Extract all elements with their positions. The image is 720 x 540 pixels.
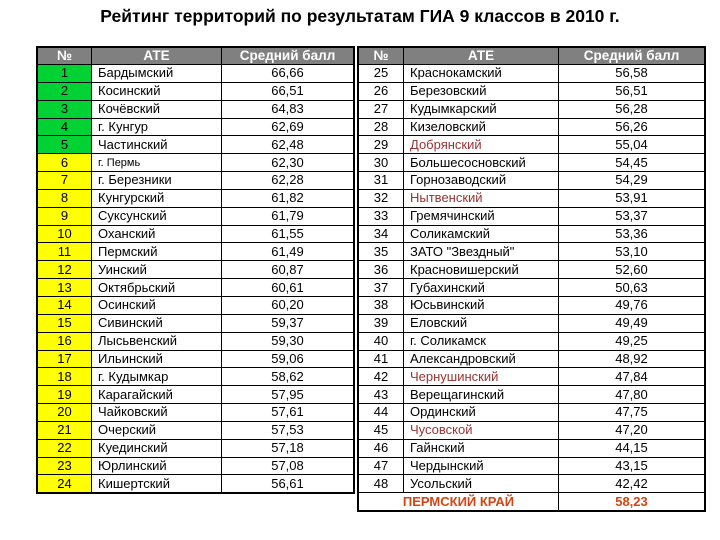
score-cell: 54,29 <box>559 172 706 190</box>
rank-cell: 21 <box>37 421 92 439</box>
ate-cell: Сивинский <box>92 314 222 332</box>
ate-cell: Добрянский <box>404 136 559 154</box>
rank-cell: 33 <box>358 207 404 225</box>
score-cell: 49,76 <box>559 296 706 314</box>
score-cell: 61,55 <box>222 225 355 243</box>
rank-cell: 46 <box>358 439 404 457</box>
rank-cell: 13 <box>37 279 92 297</box>
ranking-table-left <box>36 46 355 494</box>
table-row <box>37 118 354 136</box>
page-title: Рейтинг территорий по результатам ГИА 9 классов в 2010 г. <box>100 6 620 26</box>
score-cell: 61,82 <box>222 189 355 207</box>
ate-cell: Нытвенский <box>404 189 559 207</box>
table-row <box>37 350 354 368</box>
ate-cell: г. Соликамск <box>404 332 559 350</box>
score-cell: 59,06 <box>222 350 355 368</box>
rank-cell: 31 <box>358 172 404 190</box>
rank-cell: 14 <box>37 296 92 314</box>
ate-cell: Березовский <box>404 82 559 100</box>
ate-cell: г. Кунгур <box>92 118 222 136</box>
rank-cell: 19 <box>37 386 92 404</box>
header-row <box>358 47 705 65</box>
table-row <box>358 100 705 118</box>
table-row <box>37 154 354 172</box>
score-cell: 53,10 <box>559 243 706 261</box>
ate-cell: г. Пермь <box>92 154 222 172</box>
rank-cell: 40 <box>358 332 404 350</box>
score-cell: 47,20 <box>559 421 706 439</box>
table-row <box>37 386 354 404</box>
rank-cell: 23 <box>37 457 92 475</box>
score-cell: 49,49 <box>559 314 706 332</box>
table-row <box>37 332 354 350</box>
ate-cell: Ильинский <box>92 350 222 368</box>
rank-cell: 4 <box>37 118 92 136</box>
table-row <box>37 136 354 154</box>
table-row <box>358 457 705 475</box>
table-row <box>358 65 705 83</box>
score-cell: 57,61 <box>222 404 355 422</box>
score-cell: 66,51 <box>222 82 355 100</box>
rank-cell: 28 <box>358 118 404 136</box>
rank-cell: 48 <box>358 475 404 493</box>
rank-cell: 15 <box>37 314 92 332</box>
rank-cell: 22 <box>37 439 92 457</box>
rank-cell: 42 <box>358 368 404 386</box>
rank-cell: 8 <box>37 189 92 207</box>
score-cell: 60,87 <box>222 261 355 279</box>
score-cell: 56,26 <box>559 118 706 136</box>
column-header-ate: АТЕ <box>92 47 222 65</box>
score-cell: 61,79 <box>222 207 355 225</box>
table-row <box>358 368 705 386</box>
rank-cell: 29 <box>358 136 404 154</box>
ate-cell: Осинский <box>92 296 222 314</box>
score-cell: 42,42 <box>559 475 706 493</box>
ate-cell: Губахинский <box>404 279 559 297</box>
summary-score: 58,23 <box>559 493 706 511</box>
score-cell: 56,51 <box>559 82 706 100</box>
score-cell: 66,66 <box>222 65 355 83</box>
score-cell: 64,83 <box>222 100 355 118</box>
ate-cell: Кунгурский <box>92 189 222 207</box>
score-cell: 60,20 <box>222 296 355 314</box>
header-row <box>37 47 354 65</box>
table-row <box>358 154 705 172</box>
score-cell: 59,37 <box>222 314 355 332</box>
ate-cell: Оханский <box>92 225 222 243</box>
table-row <box>358 475 705 493</box>
ate-cell: Пермский <box>92 243 222 261</box>
score-cell: 60,61 <box>222 279 355 297</box>
ate-cell: г. Кудымкар <box>92 368 222 386</box>
score-cell: 54,45 <box>559 154 706 172</box>
rank-cell: 6 <box>37 154 92 172</box>
table-row <box>358 296 705 314</box>
rank-cell: 35 <box>358 243 404 261</box>
table-row <box>37 207 354 225</box>
table-row <box>37 225 354 243</box>
ate-cell: Чайковский <box>92 404 222 422</box>
score-cell: 56,58 <box>559 65 706 83</box>
column-header-rank: № <box>37 47 92 65</box>
ate-cell: Еловский <box>404 314 559 332</box>
table-row <box>358 314 705 332</box>
score-cell: 57,08 <box>222 457 355 475</box>
score-cell: 47,80 <box>559 386 706 404</box>
rank-cell: 41 <box>358 350 404 368</box>
rank-cell: 7 <box>37 172 92 190</box>
ate-cell: Карагайский <box>92 386 222 404</box>
ate-cell: Чернушинский <box>404 368 559 386</box>
table-row <box>358 136 705 154</box>
ate-cell: Чусовской <box>404 421 559 439</box>
table-row <box>37 439 354 457</box>
table-row <box>37 279 354 297</box>
rank-cell: 12 <box>37 261 92 279</box>
ate-cell: Косинский <box>92 82 222 100</box>
table-row <box>37 189 354 207</box>
rank-cell: 47 <box>358 457 404 475</box>
table-row <box>37 296 354 314</box>
table-row <box>37 404 354 422</box>
rank-cell: 38 <box>358 296 404 314</box>
score-cell: 52,60 <box>559 261 706 279</box>
table-row <box>358 439 705 457</box>
ate-cell: Соликамский <box>404 225 559 243</box>
ate-cell: Александровский <box>404 350 559 368</box>
rank-cell: 20 <box>37 404 92 422</box>
ate-cell: Гайнский <box>404 439 559 457</box>
ate-cell: Красновишерский <box>404 261 559 279</box>
table-row <box>358 207 705 225</box>
column-header-rank: № <box>358 47 404 65</box>
score-cell: 58,62 <box>222 368 355 386</box>
ate-cell: Уинский <box>92 261 222 279</box>
score-cell: 57,53 <box>222 421 355 439</box>
score-cell: 44,15 <box>559 439 706 457</box>
score-cell: 48,92 <box>559 350 706 368</box>
rank-cell: 3 <box>37 100 92 118</box>
ate-cell: Октябрьский <box>92 279 222 297</box>
score-cell: 50,63 <box>559 279 706 297</box>
rank-cell: 17 <box>37 350 92 368</box>
score-cell: 53,37 <box>559 207 706 225</box>
ate-cell: Частинский <box>92 136 222 154</box>
table-row <box>358 332 705 350</box>
table-row <box>358 243 705 261</box>
table-row <box>37 261 354 279</box>
ate-cell: Кишертский <box>92 475 222 493</box>
rank-cell: 27 <box>358 100 404 118</box>
table-row <box>37 243 354 261</box>
score-cell: 62,30 <box>222 154 355 172</box>
summary-label: ПЕРМСКИЙ КРАЙ <box>358 493 559 511</box>
score-cell: 57,18 <box>222 439 355 457</box>
table-row <box>358 82 705 100</box>
table-row <box>37 421 354 439</box>
rank-cell: 11 <box>37 243 92 261</box>
score-cell: 53,36 <box>559 225 706 243</box>
table-row <box>358 404 705 422</box>
rank-cell: 25 <box>358 65 404 83</box>
score-cell: 43,15 <box>559 457 706 475</box>
ate-cell: Краснокамский <box>404 65 559 83</box>
ate-cell: Очерский <box>92 421 222 439</box>
rank-cell: 45 <box>358 421 404 439</box>
table-row <box>358 172 705 190</box>
table-row <box>358 225 705 243</box>
table-row <box>37 82 354 100</box>
score-cell: 53,91 <box>559 189 706 207</box>
table-row <box>37 314 354 332</box>
rank-cell: 39 <box>358 314 404 332</box>
rank-cell: 10 <box>37 225 92 243</box>
rank-cell: 37 <box>358 279 404 297</box>
rank-cell: 1 <box>37 65 92 83</box>
table-row <box>358 350 705 368</box>
ate-cell: Суксунский <box>92 207 222 225</box>
rank-cell: 5 <box>37 136 92 154</box>
table-row <box>37 100 354 118</box>
rank-cell: 43 <box>358 386 404 404</box>
ate-cell: Горнозаводский <box>404 172 559 190</box>
ate-cell: Чердынский <box>404 457 559 475</box>
score-cell: 56,28 <box>559 100 706 118</box>
rank-cell: 34 <box>358 225 404 243</box>
score-cell: 55,04 <box>559 136 706 154</box>
ate-cell: Гремячинский <box>404 207 559 225</box>
rank-cell: 32 <box>358 189 404 207</box>
ate-cell: Куединский <box>92 439 222 457</box>
rank-cell: 30 <box>358 154 404 172</box>
ate-cell: Кизеловский <box>404 118 559 136</box>
score-cell: 61,49 <box>222 243 355 261</box>
rank-cell: 2 <box>37 82 92 100</box>
ate-cell: Кочёвский <box>92 100 222 118</box>
table-row <box>358 261 705 279</box>
score-cell: 59,30 <box>222 332 355 350</box>
table-row <box>37 172 354 190</box>
rank-cell: 44 <box>358 404 404 422</box>
rank-cell: 18 <box>37 368 92 386</box>
column-header-score: Средний балл <box>222 47 355 65</box>
rank-cell: 24 <box>37 475 92 493</box>
table-row <box>358 189 705 207</box>
rank-cell: 16 <box>37 332 92 350</box>
ate-cell: Кудымкарский <box>404 100 559 118</box>
ate-cell: Усольский <box>404 475 559 493</box>
ate-cell: ЗАТО "Звездный" <box>404 243 559 261</box>
ate-cell: Верещагинский <box>404 386 559 404</box>
ate-cell: Большесосновский <box>404 154 559 172</box>
rank-cell: 36 <box>358 261 404 279</box>
column-header-ate: АТЕ <box>404 47 559 65</box>
table-row <box>37 65 354 83</box>
table-row <box>37 368 354 386</box>
ranking-table-right <box>357 46 706 512</box>
table-row <box>358 118 705 136</box>
rank-cell: 9 <box>37 207 92 225</box>
table-row <box>358 386 705 404</box>
score-cell: 62,28 <box>222 172 355 190</box>
ate-cell: Ординский <box>404 404 559 422</box>
score-cell: 62,69 <box>222 118 355 136</box>
score-cell: 56,61 <box>222 475 355 493</box>
ate-cell: Лысьвенский <box>92 332 222 350</box>
table-row <box>358 279 705 297</box>
score-cell: 57,95 <box>222 386 355 404</box>
table-row <box>358 421 705 439</box>
ate-cell: г. Березники <box>92 172 222 190</box>
rank-cell: 26 <box>358 82 404 100</box>
score-cell: 47,84 <box>559 368 706 386</box>
score-cell: 62,48 <box>222 136 355 154</box>
score-cell: 47,75 <box>559 404 706 422</box>
summary-row <box>358 493 705 511</box>
table-row <box>37 475 354 493</box>
ate-cell: Юрлинский <box>92 457 222 475</box>
column-header-score: Средний балл <box>559 47 706 65</box>
ate-cell: Юсьвинский <box>404 296 559 314</box>
score-cell: 49,25 <box>559 332 706 350</box>
table-row <box>37 457 354 475</box>
ate-cell: Бардымский <box>92 65 222 83</box>
